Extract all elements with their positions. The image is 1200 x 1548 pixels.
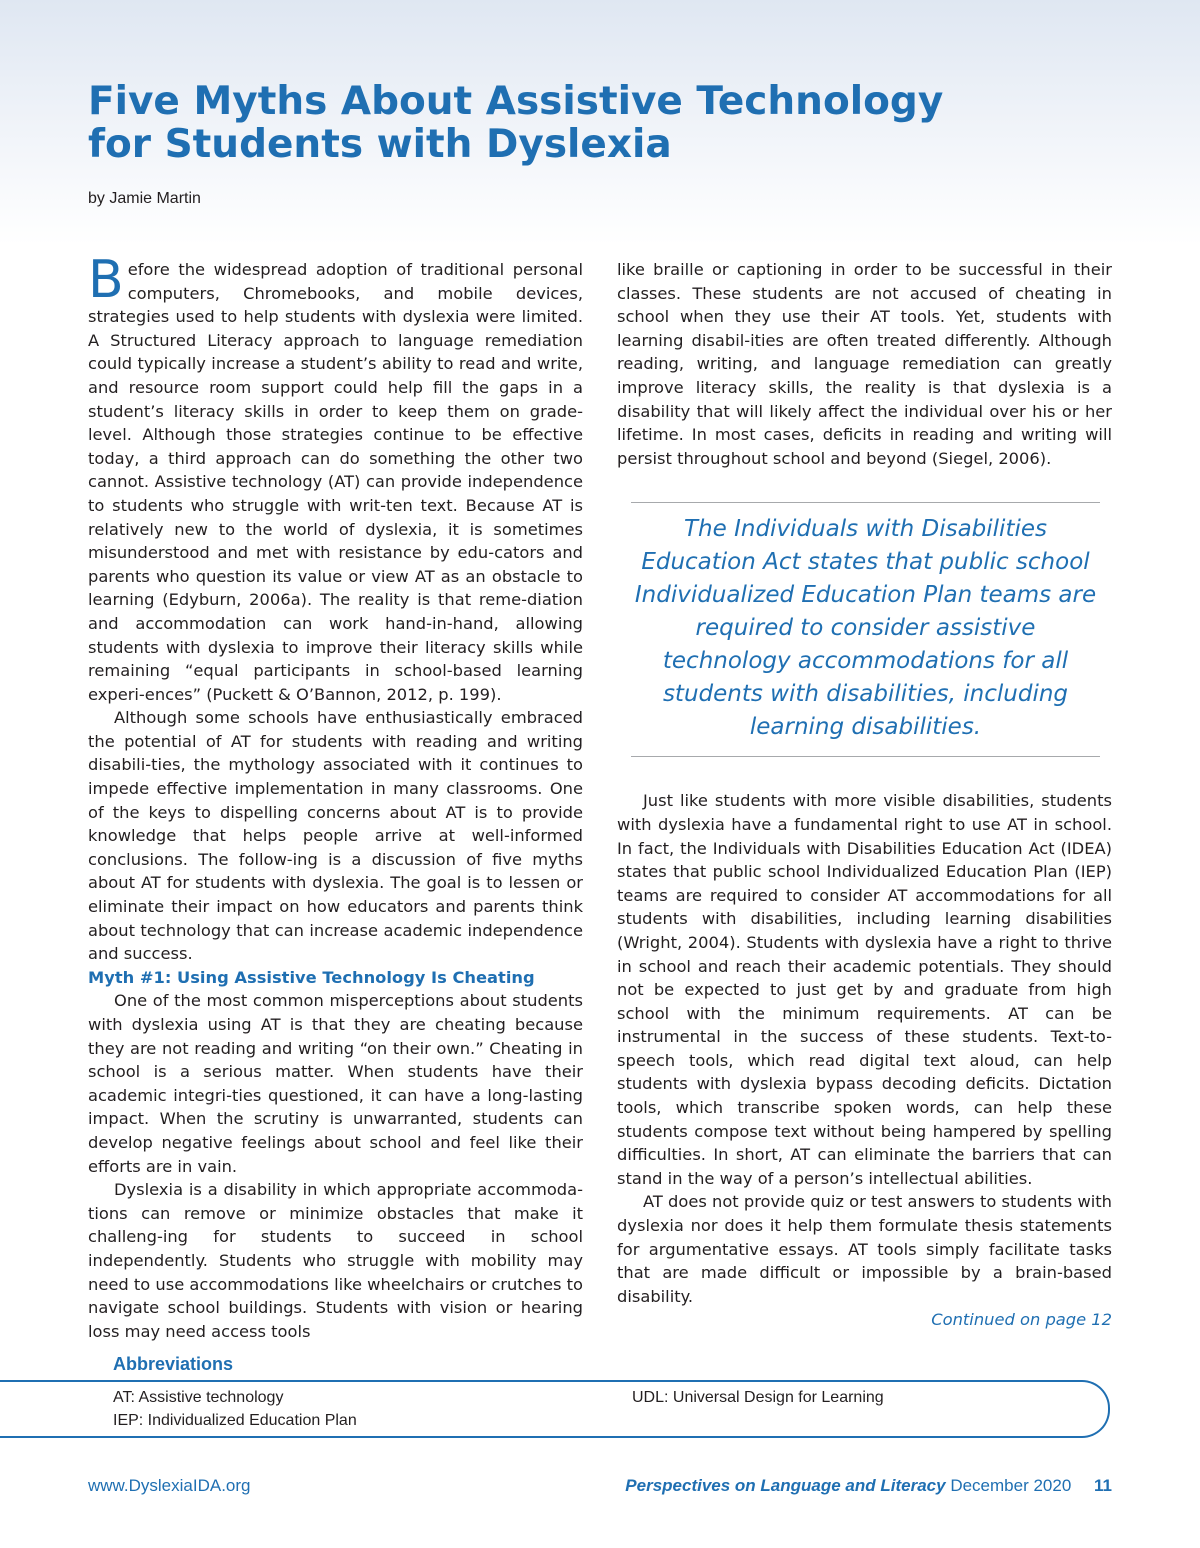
abbreviations-heading: Abbreviations [113, 1354, 234, 1374]
myth-1-heading: Myth #1: Using Assistive Technology Is Cheating [88, 967, 535, 987]
article-title-line-1: Five Myths About Assistive Technology [88, 79, 944, 124]
footer-issue-date: December 2020 [950, 1476, 1072, 1495]
body-paragraph: Just like students with more visible disabilities, students with dyslexia have a fundamental right to use AT in school. In fact, the Individuals with Disabilities Education Act (IDEA) states that public school Individualized Education Plan (IEP) teams are required to consider AT accommodations for all students with disabilities, including learning disabilities (Wright, 2004). Students with dyslexia have a right to thrive in school and reach their academic potentials. They should not be expected to just get by and graduate from high school with the minimum requirements. AT can be instrumental in the success of these students. Text-to-speech tools, which read digital text aloud, can help students with dyslexia bypass decoding deficits. Dictation tools, which transcribe spoken words, can help these students compose text without being hampered by spelling difficulties. In short, AT can eliminate the barriers that can stand in the way of a person’s intellectual abilities. [617, 791, 1112, 1188]
body-paragraph: like braille or captioning in order to be successful in their classes. These students are not accused of cheating in school when they use their AT tools. Yet, students with learning disabil-ities are often treated differently. Although reading, writing, and language remediation can greatly improve literacy skills, the reality is that dyslexia is a disability that will likely affect the individual over his or her lifetime. In most cases, deficits in reading and writing will persist throughout school and beyond (Siegel, 2006). [617, 260, 1112, 468]
article-title-line-2: for Students with Dyslexia [88, 122, 672, 167]
page-number: 11 [1094, 1476, 1112, 1495]
abbreviation-item: UDL: Universal Design for Learning [632, 1389, 884, 1406]
body-paragraph: Dyslexia is a disability in which appropriate accommoda-tions can remove or minimize obstacles that make it challeng-ing for students to succeed in school independently. Students who struggle with mobility may need to use accommodations like wheelchairs or crutches to navigate school buildings. Students with vision or hearing loss may need access tools [88, 1180, 583, 1341]
body-paragraph: AT does not provide quiz or test answers to students with dyslexia nor does it help them formulate thesis statements for argumentative essays. AT tools simply facilitate tasks that are made difficult or impossible by a brain-based disability. [617, 1192, 1112, 1306]
article-title [88, 80, 988, 166]
abbreviation-item: IEP: Individualized Education Plan [113, 1412, 357, 1429]
intro-paragraph-text: efore the widespread adoption of traditional personal computers, Chromebooks, and mobile devices, strategies used to help students with dyslexia were limited. A Structured Literacy approach to language remediation could typically increase a student’s ability to read and write, and resource room support could help fill the gaps in a student’s literacy skills in order to keep them on grade-level. Although those strategies continue to be effective today, a third approach can do something the other two cannot. Assistive technology (AT) can provide independence to students who struggle with writ-ten text. Because AT is relatively new to the world of dyslexia, it is sometimes misunderstood and met with resistance by edu-cators and parents who question its value or view AT as an obstacle to learning (Edyburn, 2006a). The reality is that reme-diation and accommodation can work hand-in-hand, allowing students with dyslexia to improve their literacy skills while remaining “equal participants in school-based learning experi-ences” (Puckett & O’Bannon, 2012, p. 199). [88, 260, 583, 704]
intro-paragraph [88, 250, 583, 706]
body-paragraph: Although some schools have enthusiastically embraced the potential of AT for students with reading and writing disabili-ties, the mythology associated with it continues to impede effective implementation in many classrooms. One of the keys to dispelling concerns about AT is to provide knowledge that helps people arrive at well-informed conclusions. The follow-ing is a discussion of five myths about AT for students with dyslexia. The goal is to lessen or eliminate their impact on how educators and parents think about technology that can increase academic independence and success. [88, 708, 583, 964]
left-column [88, 250, 583, 1343]
article-byline: by Jamie Martin [88, 190, 201, 207]
body-paragraph: One of the most common misperceptions about students with dyslexia using AT is that they are cheating because they are not reading and writing “on their own.” Cheating in school is a serious matter. When students have their academic integri-ties questioned, it can have a long-lasting impact. When the scrutiny is unwarranted, students can develop negative feelings about school and feel like their efforts are in vain. [88, 991, 583, 1176]
continued-on-page-link[interactable]: Continued on page 12 [931, 1310, 1112, 1330]
drop-cap: B [88, 250, 124, 310]
right-column [617, 258, 1112, 1332]
footer-journal-name: Perspectives on Language and Literacy [625, 1476, 946, 1495]
pull-quote-text: The Individuals with Disabilities Education Act states that public school Individualized Education Plan teams are required to consider assistive technology accommodations for all students with disabilities, including learning disabilities. [634, 516, 1097, 741]
footer-website-link[interactable]: www.DyslexiaIDA.org [88, 1476, 251, 1495]
abbreviation-item: AT: Assistive technology [113, 1389, 284, 1406]
pull-quote [631, 502, 1100, 757]
footer-publication-info [625, 1476, 1112, 1496]
